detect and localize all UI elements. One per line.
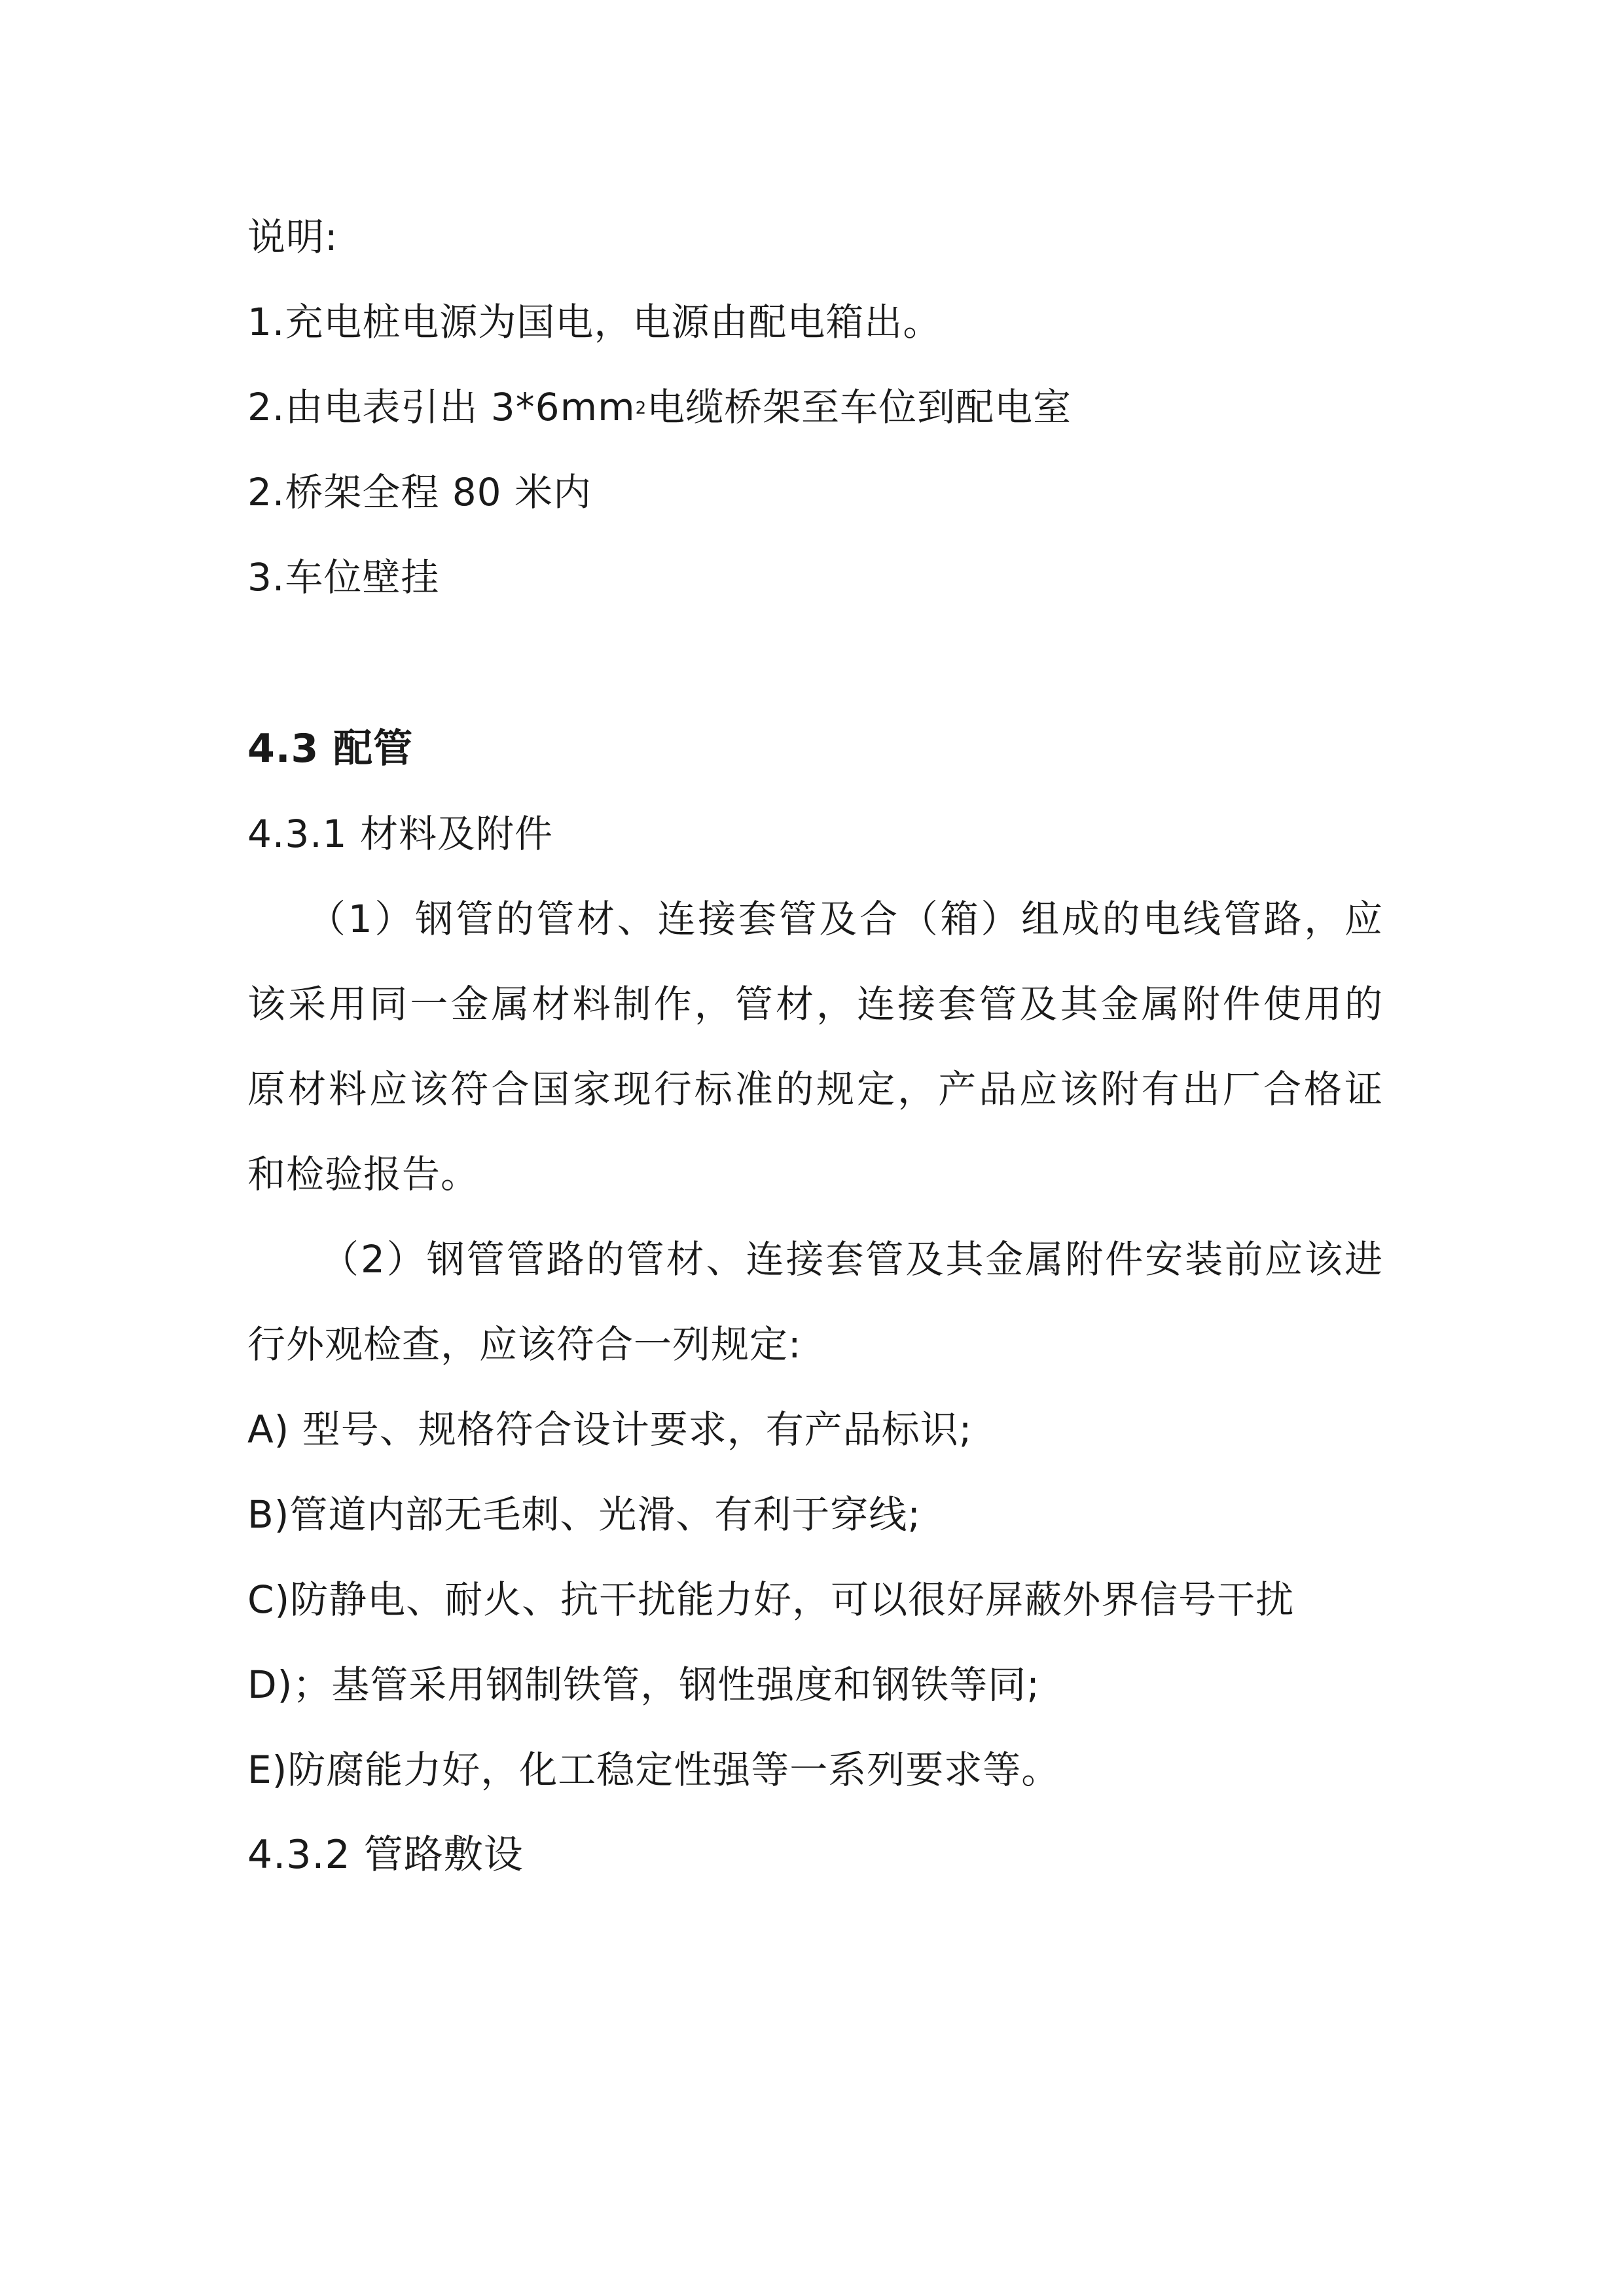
note-item-3: 2.桥架全程 80 米内 [247, 470, 592, 514]
subsection-heading-2: 4.3.2 管路敷设 [247, 1832, 524, 1878]
list-item-e: E)防腐能力好，化工稳定性强等一系列要求等。 [247, 1748, 1060, 1792]
paragraph-2-line-2: 行外观检查，应该符合一列规定: [247, 1322, 802, 1367]
paragraph-2-line-1: （2）钢管管路的管材、连接套管及其金属附件安装前应该进 [321, 1237, 1383, 1282]
subsection-heading-1: 4.3.1 材料及附件 [247, 812, 554, 856]
list-item-a: A) 型号、规格符合设计要求，有产品标识; [247, 1407, 973, 1452]
paragraph-1-line-4: 和检验报告。 [247, 1152, 480, 1196]
note-item-2 [247, 381, 1072, 433]
note-item-2-text-b: 电缆桥架至车位到配电室 [647, 385, 1072, 429]
superscript-2: 2 [635, 399, 647, 418]
paragraph-1-line-1: （1）钢管的管材、连接套管及合（箱）组成的电线管路，应 [308, 897, 1383, 941]
paragraph-1-line-2: 该采用同一金属材料制作，管材，连接套管及其金属附件使用的 [247, 982, 1383, 1026]
section-heading: 4.3 配管 [247, 726, 414, 772]
note-item-4: 3.车位壁挂 [247, 555, 440, 600]
note-item-2-text-a: 2.由电表引出 3*6mm [247, 385, 636, 429]
list-item-c: C)防静电、耐火、抗干扰能力好，可以很好屏蔽外界信号干扰 [247, 1577, 1295, 1622]
note-heading: 说明: [247, 215, 338, 259]
note-item-1: 1.充电桩电源为国电，电源由配电箱出。 [247, 300, 942, 344]
list-item-b: B)管道内部无毛刺、光滑、有利于穿线; [247, 1492, 921, 1537]
paragraph-1-line-3: 原材料应该符合国家现行标准的规定，产品应该附有出厂合格证 [247, 1067, 1383, 1111]
list-item-d: D)；基管采用钢制铁管，钢性强度和钢铁等同; [247, 1662, 1040, 1707]
